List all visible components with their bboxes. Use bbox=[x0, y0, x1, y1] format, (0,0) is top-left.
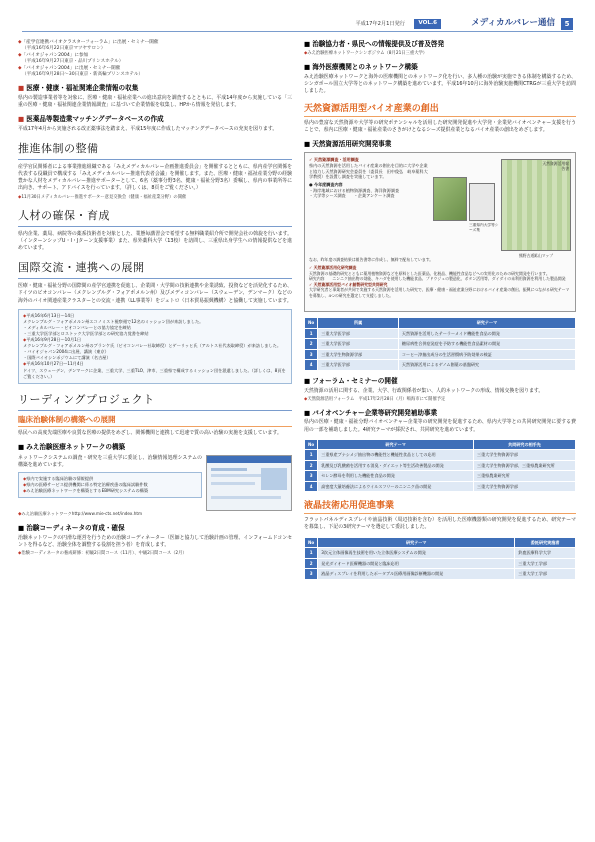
table-header-row: No 所属 研究テーマ bbox=[305, 318, 576, 329]
table-row: 2 三重大学医学部 糖尿病性合併症発症を予防する機能性食品素材の開発 bbox=[305, 339, 576, 350]
box-text: 天然資源の基礎的研究とともに薬用植物資源などを原料とした医薬品、化粧品、機能性食品などへの実用化のための研究開発を行います。 bbox=[309, 270, 550, 276]
diamond-bullet-icon: ◆ bbox=[18, 40, 22, 45]
section-heading: ■ 医薬品等製造業マッチングデータベースの作成 bbox=[18, 115, 164, 124]
square-bullet-icon: ■ bbox=[304, 62, 311, 71]
diamond-bullet-icon: ◆ bbox=[23, 337, 27, 343]
section-title: 人材の確保・育成 bbox=[18, 209, 292, 227]
paragraph: フラットパネルディスプレイや液晶技術（周辺技術を含む）を活用した医療機器類の研究開発を促進するため、研究テーマを募集し、下記の3研究テーマを選定して委託しました。 bbox=[304, 517, 576, 531]
box-heading: ✓ 天然資源活用化研究調査 bbox=[309, 265, 357, 271]
square-bullet-icon: ■ bbox=[304, 408, 311, 417]
volume-badge: VOL.6 bbox=[414, 19, 441, 29]
network-items-box bbox=[18, 472, 202, 498]
box-text: 大学研究者と事業者が共同で実施する天然資源を活用した研究で、医療・健康・福祉産業分野におけるバイオ産業の創出、振興につながる研究テーマを募集し、4つの研究を選定して支援しました。 bbox=[309, 287, 570, 298]
paragraph: 県内の豊富な天然資源や大学等の研究ポテンシャルを活用した研究開発促進や大学発・企業発バイオベンチャー支援を行うことで、県内に医療・健康・福祉産業のさきがけとなるシーズ提供産業となるバイオ産業の創出をめざします。 bbox=[304, 120, 576, 134]
square-bullet-icon: ■ bbox=[18, 442, 25, 451]
list-item: ・大学等シーズ調査 ・企業アンケート調査 bbox=[309, 193, 395, 199]
resource-map bbox=[501, 159, 571, 251]
table-row: 1 三重県産ブナシメジ抽出物の機能性と機能性食品としての応用 三重大学生物資源学部 bbox=[305, 450, 576, 461]
research-table bbox=[304, 317, 576, 371]
left-column bbox=[18, 40, 292, 557]
exchange-event-box bbox=[18, 309, 292, 384]
square-bullet-icon: ■ bbox=[18, 115, 25, 124]
section-title: 国際交流・連携への展開 bbox=[18, 261, 292, 279]
paragraph: みえ治験医療ネットワークと海外の医療機関とのネットワーク化を行い、多人種の治験が実施できる体制を構築するため、シンガポール国立大学等とのネットワーク構築を進めています。平成16年10月に海外治験実施機関CTRGが三重大学を訪問しました。 bbox=[304, 73, 576, 94]
event-item: ◆「産学官連携バイオクラスターフォーラム」に出展・セミナー開催 （平成16年6月22日東京マツヤサロン） bbox=[18, 40, 159, 52]
section-heading: ■ みえ治験医療ネットワークの構築 bbox=[18, 442, 126, 451]
table-row: 4 高密度大量培養法によるウイルスフリーのニンニク苗の開発 三重大学生物資源学部 bbox=[305, 481, 576, 492]
diamond-bullet-icon: ◆ bbox=[23, 481, 27, 487]
diamond-bullet-icon: ◆ bbox=[18, 550, 22, 556]
square-bullet-icon: ■ bbox=[304, 376, 311, 385]
section-title: 推進体制の整備 bbox=[18, 142, 292, 160]
box-line: ドイツ、スウェーデン、デンマークに企業、三重大学、三重TLO、津市、三重県で構成するミッション団を派遣しました。（詳しくは、8頁をご覧ください。） bbox=[23, 367, 286, 379]
table-row: 1 3次元立体画像再生技術を用いた立体医療システムの開発 鈴鹿医療科学大学 bbox=[305, 548, 576, 559]
section-heading: ■ 治験コーディネータの育成・確保 bbox=[18, 523, 125, 532]
list-item: ◆県内の医療サービス提供機関に係る特定治療疾患の臨床試験件数 bbox=[23, 481, 148, 487]
section-heading: ■ 医療・健康・福祉関連企業情報の収集 bbox=[18, 84, 139, 93]
map-label: 天然資源活用報告書 bbox=[542, 161, 569, 172]
square-bullet-icon: ■ bbox=[304, 140, 311, 149]
box-aside: なお、昨年度の調査結果は報告書等に作成し、無料で配布しています。 bbox=[309, 257, 434, 263]
section-heading: ■ フォーラム・セミナーの開催 bbox=[304, 376, 398, 385]
table-row: 3 セレン酵母を利用した機能性食品の開発 三重県農業研究所 bbox=[305, 471, 576, 482]
section-title: 天然資源活用型バイオ産業の創出 bbox=[304, 103, 576, 117]
section-subtitle: 臨床治験体制の構築への展開 bbox=[18, 415, 292, 427]
diamond-bullet-icon: ◆ bbox=[23, 361, 27, 367]
event-note: ◆11月30日メディカルバレー推進サポーター意見交換会（健康・福祉産業分野）の開催 bbox=[18, 194, 187, 200]
paragraph: 県民への高度先端医療や良質な医療の提供をめざし、関係機関と連携して迅速で質の高い治験の実施を支援しています。 bbox=[18, 429, 282, 436]
event-note: ◆天然資源活用フォーラム 平成17年2月28日（月）鳴海市にて開催予定 bbox=[304, 396, 446, 402]
paragraph: ネットワークシステムの調査・研究を三重大学に委託し、治験情報処理システムの構築を進めています。 bbox=[18, 454, 202, 468]
section-heading: ■ バイオベンチャー企業等研究開発補助事業 bbox=[304, 408, 438, 417]
right-column bbox=[304, 40, 576, 580]
diamond-bullet-icon: ◆ bbox=[18, 65, 22, 71]
page-number: 5 bbox=[561, 18, 573, 30]
box-line: ・三重大学医学部とロストック大学医学部との研究協力覚書を締結 bbox=[23, 330, 149, 336]
research-box bbox=[304, 152, 576, 312]
box-heading: ✓ 天然資源活用型バイオ創製研究型共同研究 bbox=[309, 281, 388, 287]
paragraph: 平成17年4月から実施される改正薬事法を踏まえ、平成15年度に作成したマッチングデータベースの充実を図ります。 bbox=[18, 126, 278, 133]
paragraph: 県内の製造事業者等を対象に、医療・健康・福祉産業への進出意向を調査するとともに、平成14年度から実施している「三重の医療・健康・福祉関連企業情報調査」に基づいて企業情報を収集し、HPから情報を発信します。 bbox=[18, 95, 292, 109]
website-link[interactable]: ◆みえ治験医療ネットワークhttp://www.mie-cts.net/index.htm bbox=[18, 510, 143, 517]
diamond-bullet-icon: ◆ bbox=[18, 511, 22, 517]
diamond-bullet-icon: ◆ bbox=[23, 488, 27, 494]
table-row: 4 三重大学医学部 天然資源活用によるゲノム創薬の基盤研究 bbox=[305, 360, 576, 371]
box-line: ・メディカルバレー・ビオコンバレーとの協力協定を締結 bbox=[23, 324, 131, 330]
box-text: 研究内容 ニンニク抽出物の効能、キハダを使用した機能食品、プドウジュの製造化、ボタン活用等、ダイダイの未利用資源を利用した製品開発 bbox=[309, 276, 566, 282]
box-line: メクレンブルグ・フォアポメルン州のブランケ氏（ビオコンバレー社取締役）とゲーリッヒ氏（アルトス社代表取締役）が来訪しました。 bbox=[23, 343, 282, 349]
event-note: ◆治験コーディネータの養成研修：初級2日間コース（11月）、中級2日間コース（2月） bbox=[18, 550, 187, 556]
publication-title: メディカルバレー通信 bbox=[471, 18, 555, 28]
paragraph: 県内企業、薬局、病院等の薬系技術者を対象とした、業態毎講習会で希望する無料職業紹介所で開発会社の斡旋を行います。（インターンシップU・I・Jターン支援事業）また、県外薬科大学（13校）を訪問し、三重県出身学生への情報提供などを進めています。 bbox=[18, 231, 292, 252]
table-row: 3 三重大学生物資源学部 コーヒー滓抽出成分の生活習慣病予防効果の検証 bbox=[305, 349, 576, 360]
diamond-bullet-icon: ◆ bbox=[23, 312, 27, 318]
section-heading: ■ 天然資源活用研究開発事業 bbox=[304, 140, 392, 149]
box-text: 県内の天然資源を活用したバイオ産業の創出を目的に大学や企業と協力し天然資源研究会委員を（委員長 田中俊弘 岐阜薬科大学教授）を設置し調査を実施しています。 bbox=[309, 162, 428, 180]
network-block bbox=[18, 455, 292, 511]
report-photo bbox=[433, 177, 467, 221]
diamond-bullet-icon: ◆ bbox=[23, 475, 27, 481]
table-row: 3 液晶ディスプレイを利用したポータブル医療用画像診断機器の開発 三重大学工学部 bbox=[305, 569, 576, 580]
photo-label: 三重県内大学等シーズ集 bbox=[469, 223, 499, 233]
research-detail bbox=[309, 265, 571, 298]
box-line: メクレンブルグ・フォアポメルン州エコノミスト視察週で12名のミッション団が来訪しました。 bbox=[23, 318, 204, 324]
paragraph: 天然資源の活用に関する、企業、大学、行政関係者が集い、人的ネットワークの形成、情報交換を図ります。 bbox=[304, 387, 544, 394]
website-screenshot bbox=[206, 455, 292, 511]
box-line: ◆平成16年10月27日〜11月4日 bbox=[23, 361, 84, 367]
diamond-bullet-icon: ◆ bbox=[18, 194, 22, 200]
box-line: ◆平成16年6月13日〜14日 bbox=[23, 312, 75, 318]
section-title: リーディングプロジェクト bbox=[18, 393, 292, 411]
seeds-booklet-photo bbox=[469, 183, 495, 221]
square-bullet-icon: ■ bbox=[18, 523, 25, 532]
table-header-row: No 研究テーマ 共同研究の相手先 bbox=[305, 439, 576, 450]
square-bullet-icon: ■ bbox=[18, 84, 25, 93]
paragraph: 産学官民関係者による事業推進組織である「みえメディカルバレー企画推進委員会」を開催するとともに、県内産学官関係を代表する役職員で構成する「みえメディカルバレー推進代表者会議」を開催します。また、医療・健康・福祉産業分野の経験豊かな人材をメディカルバレー推進サポーターとして、6名（薬事分野3名、健康・福祉分野3名）委嘱し、県内の事業所等に出向き、サポート、アドバイスを行っています。（詳しくは、8頁をご覧ください。） bbox=[18, 164, 292, 192]
table-row: 2 発光ダイオード医療機器の開発と臨床応用 三重大学工学部 bbox=[305, 558, 576, 569]
venture-table bbox=[304, 439, 576, 493]
issue-date: 平成17年2月1日発行 bbox=[355, 21, 405, 27]
list-item: ◆みえ治験医療ネットワークを構築とするEBM研究システムの構築 bbox=[23, 488, 149, 494]
diamond-bullet-icon: ◆ bbox=[304, 396, 308, 402]
box-line: ・国際バイオシンポジウムにて講演（名古屋） bbox=[23, 355, 111, 361]
network-text bbox=[18, 455, 202, 511]
lcd-table bbox=[304, 537, 576, 580]
box-line: ・バイオジャパン2004に出展、講演（東京） bbox=[23, 349, 109, 355]
section-heading: ■ 治験協力者・県民への情報提供及び普及啓発 bbox=[304, 40, 445, 48]
list-item: ・海岸地域における植物資源調査、海洋資源調査 bbox=[309, 187, 400, 193]
map-caption: 熊野古道鉱山マップ bbox=[518, 253, 554, 259]
box-heading: ✓ 天然資源調査・活用調査 bbox=[309, 157, 359, 163]
diamond-bullet-icon: ◆ bbox=[304, 50, 308, 56]
square-bullet-icon: ■ bbox=[304, 40, 311, 48]
table-header-row: No 研究テーマ 委託研究実施者 bbox=[305, 537, 576, 548]
page-header bbox=[22, 18, 573, 32]
table-row: 1 三重大学医学部 天然資源を活用したテーラーメイド機能性食品の開発 bbox=[305, 328, 576, 339]
event-note: ◆みえ治験医療ネットワークシンポジウム（8月21日三重大学） bbox=[304, 50, 428, 56]
diamond-bullet-icon: ◆ bbox=[18, 52, 22, 58]
list-item: ◆県内で実施する臨床治験の情報提供 bbox=[23, 475, 94, 481]
paragraph: 治験ネットワークの円滑な運営を行うための治験コーディネーター（医師と協力して治験計画の管理、インフォームドコンセントを得るなど、治験全体を調整する役割を担う者）を育成します。 bbox=[18, 534, 292, 548]
event-list bbox=[18, 40, 292, 78]
paragraph: 医療・健康・福祉分野の国際間の産学官連携を促進し、企業間・大学間の技術連携や企業誘致、投資などを活発化するため、ドイツのビオコンバレー（メクレンブルグ・フォアポメルン州）及びメディコンバレー（スウェーデン、デンマーク）などの海外のバイオ関連産業クラスターとの交流・連携（LL事業等）をジェトロ（日本貿易振興機構）と協働して実施しています。 bbox=[18, 283, 292, 304]
event-item: ◆「バイオジャパン2004」に出展・セミナー開催 （平成16年9月28日〜30日東京・新高輪プリンスホテル） bbox=[18, 65, 143, 77]
box-subheading: ● 今年度調査内容 bbox=[309, 182, 343, 188]
section-title: 液晶技術応用促進事業 bbox=[304, 500, 576, 514]
table-row: 2 乳酸及び乳酸菌を活用する消臭・ダイエット等生活改善製品の開発 三重大学生物資源学部、三重県農業研究所 bbox=[305, 460, 576, 471]
section-heading: ■ 海外医療機関とのネットワーク構築 bbox=[304, 62, 418, 71]
paragraph: 県内の医療・健康・福祉分野バイオベンチャー企業等の研究開発を促進するため、県内大学等との共同研究開発に要する費用の一部を補助しました。4研究テーマが採択され、共同研究を進めています。 bbox=[304, 419, 576, 433]
event-item: ◆「バイオジャパン2004」に参加 （平成16年9月27日東京・品川プリンスホテル） bbox=[18, 52, 124, 65]
box-line: ◆平成16年9月28日〜10月1日 bbox=[23, 337, 82, 343]
